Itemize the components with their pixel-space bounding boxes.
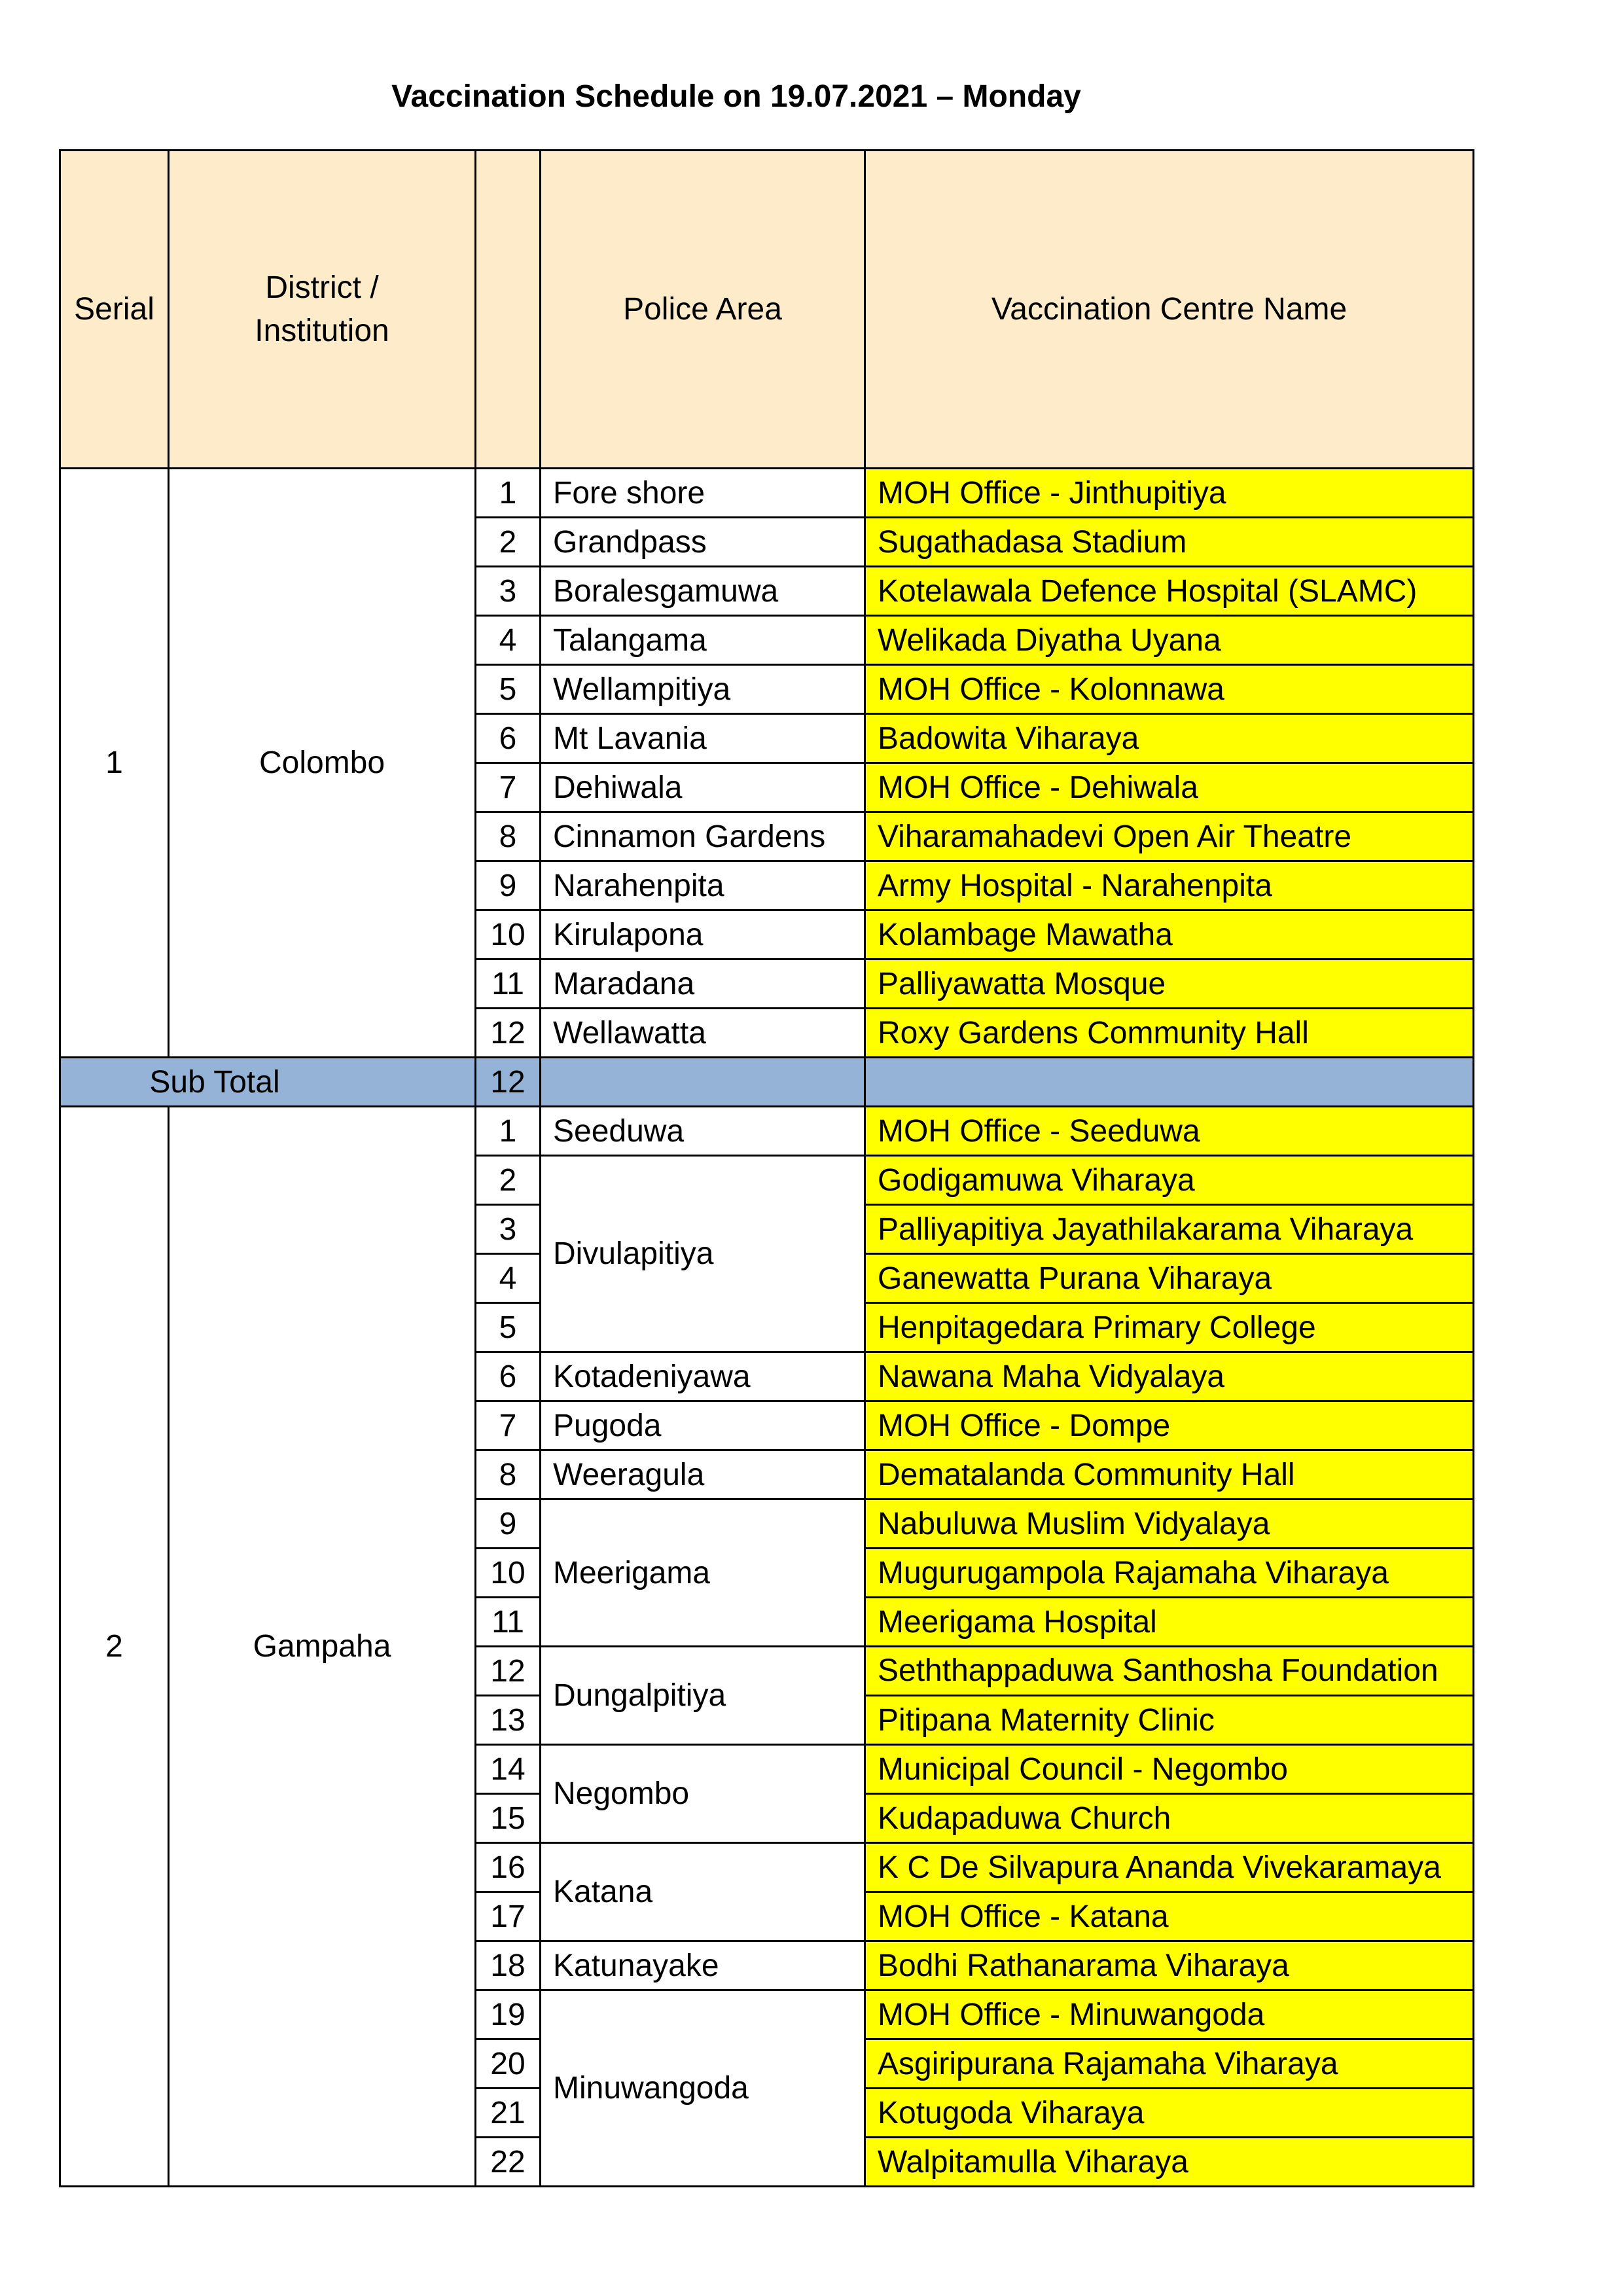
centre-number-cell: 11 (476, 960, 541, 1009)
centre-number-cell: 5 (476, 665, 541, 714)
centre-number-cell: 12 (476, 1647, 541, 1696)
centre-number-cell: 8 (476, 812, 541, 861)
centre-name-cell: Municipal Council - Negombo (865, 1745, 1474, 1794)
police-area-cell: Wellawatta (541, 1009, 865, 1058)
centre-number-cell: 16 (476, 1843, 541, 1892)
centre-name-cell: Kotugoda Viharaya (865, 2089, 1474, 2138)
serial-cell: 1 (60, 469, 169, 1058)
police-area-cell: Katunayake (541, 1941, 865, 1990)
subtotal-row (60, 1058, 1474, 1107)
centre-name-cell: Walpitamulla Viharaya (865, 2138, 1474, 2187)
police-area-cell: Boralesgamuwa (541, 567, 865, 616)
centre-name-cell: Army Hospital - Narahenpita (865, 861, 1474, 910)
centre-name-cell: Roxy Gardens Community Hall (865, 1009, 1474, 1058)
centre-name-cell: MOH Office - Jinthupitiya (865, 469, 1474, 518)
district-cell: Colombo (169, 469, 476, 1058)
centre-name-cell: Ganewatta Purana Viharaya (865, 1254, 1474, 1303)
subtotal-label: Sub Total (60, 1058, 476, 1107)
centre-name-cell: Meerigama Hospital (865, 1598, 1474, 1647)
centre-number-cell: 4 (476, 1254, 541, 1303)
subtotal-empty-cell (541, 1058, 865, 1107)
police-area-cell: Narahenpita (541, 861, 865, 910)
centre-number-cell: 6 (476, 714, 541, 763)
centre-number-cell: 7 (476, 1401, 541, 1450)
police-area-cell: Pugoda (541, 1401, 865, 1450)
page-title: Vaccination Schedule on 19.07.2021 – Monday (391, 79, 1081, 114)
police-area-cell: Seeduwa (541, 1107, 865, 1156)
vaccination-schedule-table (59, 149, 1474, 2187)
police-area-cell: Mt Lavania (541, 714, 865, 763)
centre-name-cell: Henpitagedara Primary College (865, 1303, 1474, 1352)
centre-name-cell: Mugurugampola Rajamaha Viharaya (865, 1549, 1474, 1598)
centre-name-cell: Sugathadasa Stadium (865, 518, 1474, 567)
centre-number-cell: 10 (476, 1549, 541, 1598)
police-area-cell: Maradana (541, 960, 865, 1009)
serial-header: Serial (60, 151, 169, 469)
police-area-cell: Wellampitiya (541, 665, 865, 714)
police-area-cell: Cinnamon Gardens (541, 812, 865, 861)
centre-number-cell: 6 (476, 1352, 541, 1401)
centre-name-cell: MOH Office - Dompe (865, 1401, 1474, 1450)
police-area-cell: Dehiwala (541, 763, 865, 812)
subtotal-empty-cell (865, 1058, 1474, 1107)
centre-name-cell: MOH Office - Katana (865, 1892, 1474, 1941)
centre-number-cell: 20 (476, 2039, 541, 2089)
centre-name-cell: Palliyapitiya Jayathilakarama Viharaya (865, 1205, 1474, 1254)
centre-name-cell: Viharamahadevi Open Air Theatre (865, 812, 1474, 861)
police-area-cell: Minuwangoda (541, 1990, 865, 2187)
police-area-cell: Divulapitiya (541, 1156, 865, 1352)
centre-number-cell: 12 (476, 1009, 541, 1058)
centre-name-cell: Kotelawala Defence Hospital (SLAMC) (865, 567, 1474, 616)
centre-number-cell: 22 (476, 2138, 541, 2187)
centre-name-cell: K C De Silvapura Ananda Vivekaramaya (865, 1843, 1474, 1892)
police-area-cell: Grandpass (541, 518, 865, 567)
centre-number-cell: 7 (476, 763, 541, 812)
police-area-cell: Katana (541, 1843, 865, 1941)
district-cell: Gampaha (169, 1107, 476, 2187)
centre-number-cell: 10 (476, 910, 541, 960)
centre-name-cell: Dematalanda Community Hall (865, 1450, 1474, 1499)
centre-number-cell: 9 (476, 861, 541, 910)
police-area-cell: Kotadeniyawa (541, 1352, 865, 1401)
centre-name-cell: Kudapaduwa Church (865, 1794, 1474, 1843)
police-area-cell: Negombo (541, 1745, 865, 1843)
centre-name-cell: MOH Office - Kolonnawa (865, 665, 1474, 714)
centre-number-cell: 5 (476, 1303, 541, 1352)
table-row (60, 469, 1474, 518)
centre-number-cell: 1 (476, 1107, 541, 1156)
centre-number-cell: 11 (476, 1598, 541, 1647)
centre-name-cell: MOH Office - Dehiwala (865, 763, 1474, 812)
centre-name-cell: Nawana Maha Vidyalaya (865, 1352, 1474, 1401)
police-area-cell: Kirulapona (541, 910, 865, 960)
table-row (60, 1107, 1474, 1156)
number-header (476, 151, 541, 469)
district-header: District / Institution (169, 151, 476, 469)
centre-number-cell: 18 (476, 1941, 541, 1990)
centre-number-cell: 17 (476, 1892, 541, 1941)
police-area-cell: Talangama (541, 616, 865, 665)
serial-cell: 2 (60, 1107, 169, 2187)
centre-number-cell: 1 (476, 469, 541, 518)
centre-number-cell: 14 (476, 1745, 541, 1794)
centre-name-cell: Palliyawatta Mosque (865, 960, 1474, 1009)
centre-name-cell: Bodhi Rathanarama Viharaya (865, 1941, 1474, 1990)
centre-number-cell: 15 (476, 1794, 541, 1843)
centre-name-cell: Welikada Diyatha Uyana (865, 616, 1474, 665)
centre-number-cell: 19 (476, 1990, 541, 2039)
centre-name-cell: MOH Office - Minuwangoda (865, 1990, 1474, 2039)
centre-name-cell: MOH Office - Seeduwa (865, 1107, 1474, 1156)
header-row (60, 151, 1474, 469)
centre-number-cell: 2 (476, 518, 541, 567)
table-body (60, 469, 1474, 2187)
centre-name-cell: Godigamuwa Viharaya (865, 1156, 1474, 1205)
centre-name-cell: Seththappaduwa Santhosha Foundation (865, 1647, 1474, 1696)
centre-name-cell: Kolambage Mawatha (865, 910, 1474, 960)
centre-name-cell: Badowita Viharaya (865, 714, 1474, 763)
centre-number-cell: 2 (476, 1156, 541, 1205)
centre-number-cell: 8 (476, 1450, 541, 1499)
centre-number-cell: 13 (476, 1696, 541, 1745)
police-area-header: Police Area (541, 151, 865, 469)
centre-number-cell: 4 (476, 616, 541, 665)
centre-number-cell: 3 (476, 567, 541, 616)
police-area-cell: Fore shore (541, 469, 865, 518)
centre-name-cell: Asgiripurana Rajamaha Viharaya (865, 2039, 1474, 2089)
subtotal-value: 12 (476, 1058, 541, 1107)
centre-number-cell: 21 (476, 2089, 541, 2138)
police-area-cell: Meerigama (541, 1499, 865, 1647)
centre-number-cell: 9 (476, 1499, 541, 1549)
centre-number-cell: 3 (476, 1205, 541, 1254)
police-area-cell: Dungalpitiya (541, 1647, 865, 1745)
centre-header: Vaccination Centre Name (865, 151, 1474, 469)
centre-name-cell: Pitipana Maternity Clinic (865, 1696, 1474, 1745)
centre-name-cell: Nabuluwa Muslim Vidyalaya (865, 1499, 1474, 1549)
police-area-cell: Weeragula (541, 1450, 865, 1499)
